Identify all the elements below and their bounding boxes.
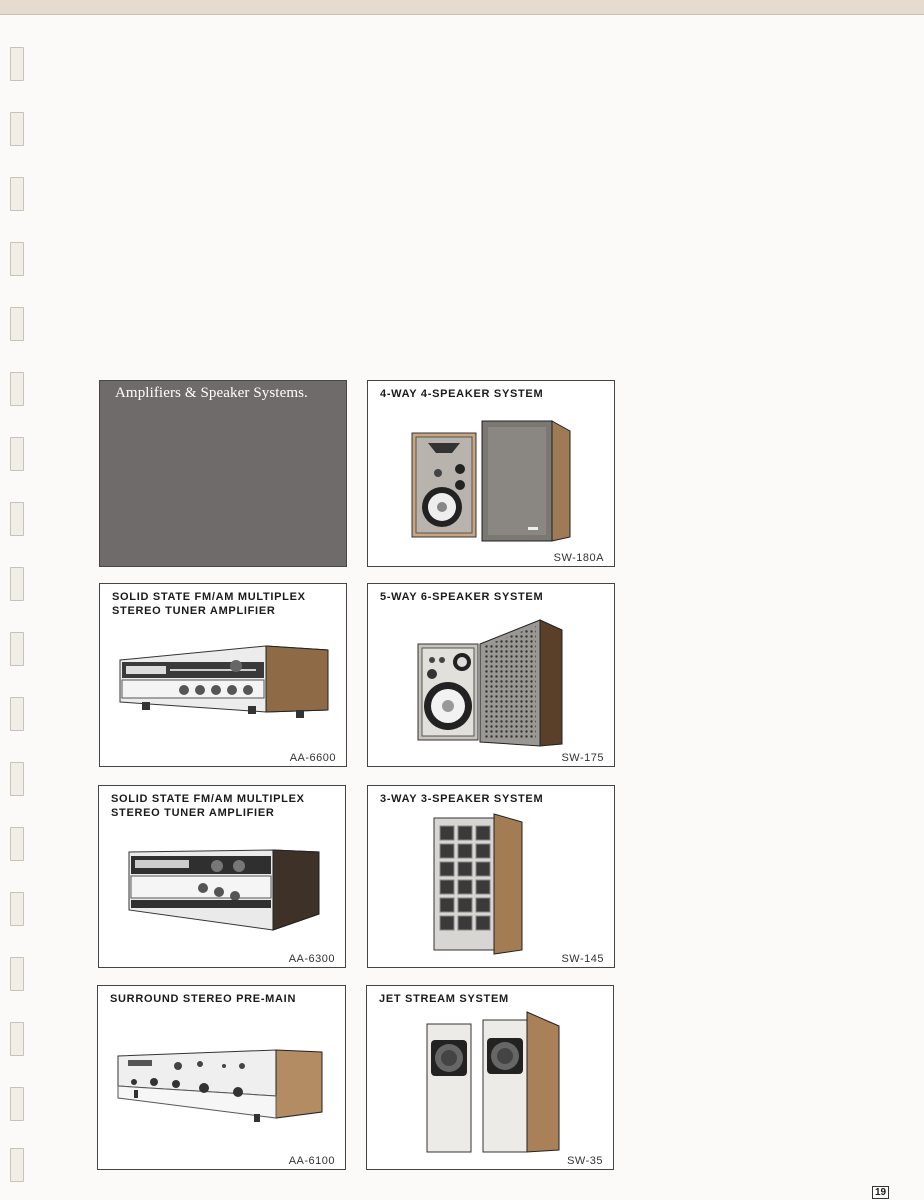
page-number: 19: [872, 1186, 889, 1199]
binder-hole: [10, 372, 24, 406]
product-card-sw-35: [366, 985, 614, 1170]
product-card-aa-6300: [98, 785, 346, 968]
binder-hole: [10, 762, 24, 796]
page-top-edge: [0, 0, 924, 15]
product-title: SOLID STATE FM/AM MULTIPLEX STEREO TUNER AMPLIFIER: [112, 591, 306, 617]
binder-hole: [10, 177, 24, 211]
binder-hole: [10, 697, 24, 731]
model-number: AA-6600: [289, 752, 336, 764]
binder-hole: [10, 112, 24, 146]
model-number: SW-35: [567, 1155, 603, 1167]
column-speaker-pair-icon: [423, 1010, 563, 1154]
tuner-amplifier-icon: [123, 844, 323, 934]
product-title: SOLID STATE FM/AM MULTIPLEX STEREO TUNER AMPLIFIER: [111, 793, 305, 819]
tuner-amplifier-icon: [116, 640, 332, 724]
binder-hole: [10, 1087, 24, 1121]
bookshelf-speaker-pair-icon: [408, 407, 578, 547]
product-title: 5-WAY 6-SPEAKER SYSTEM: [380, 591, 544, 603]
section-cover: [99, 380, 347, 567]
binder-hole: [10, 437, 24, 471]
model-number: SW-180A: [553, 552, 604, 564]
horn-array-speaker-icon: [428, 810, 548, 958]
binder-hole: [10, 1148, 24, 1182]
binder-hole: [10, 1022, 24, 1056]
binder-hole: [10, 892, 24, 926]
model-number: AA-6300: [288, 953, 335, 965]
product-card-aa-6600: [99, 583, 347, 767]
product-card-sw-175: [367, 583, 615, 767]
binder-hole: [10, 47, 24, 81]
pre-main-amplifier-icon: [114, 1046, 326, 1126]
model-number: AA-6100: [288, 1155, 335, 1167]
binder-hole: [10, 957, 24, 991]
product-title: JET STREAM SYSTEM: [379, 993, 509, 1005]
product-title: 3-WAY 3-SPEAKER SYSTEM: [380, 793, 544, 805]
section-title: Amplifiers & Speaker Systems.: [115, 385, 308, 401]
product-card-sw-180a: [367, 380, 615, 567]
bookshelf-speaker-pair-icon: [414, 614, 570, 748]
product-title: 4-WAY 4-SPEAKER SYSTEM: [380, 388, 544, 400]
binder-hole: [10, 242, 24, 276]
binder-hole: [10, 827, 24, 861]
product-card-sw-145: [367, 785, 615, 968]
binder-hole: [10, 567, 24, 601]
binder-hole: [10, 307, 24, 341]
product-title: SURROUND STEREO PRE-MAIN: [110, 993, 297, 1005]
model-number: SW-145: [561, 953, 604, 965]
model-number: SW-175: [561, 752, 604, 764]
binder-hole: [10, 502, 24, 536]
product-card-aa-6100: [97, 985, 346, 1170]
binder-hole: [10, 632, 24, 666]
